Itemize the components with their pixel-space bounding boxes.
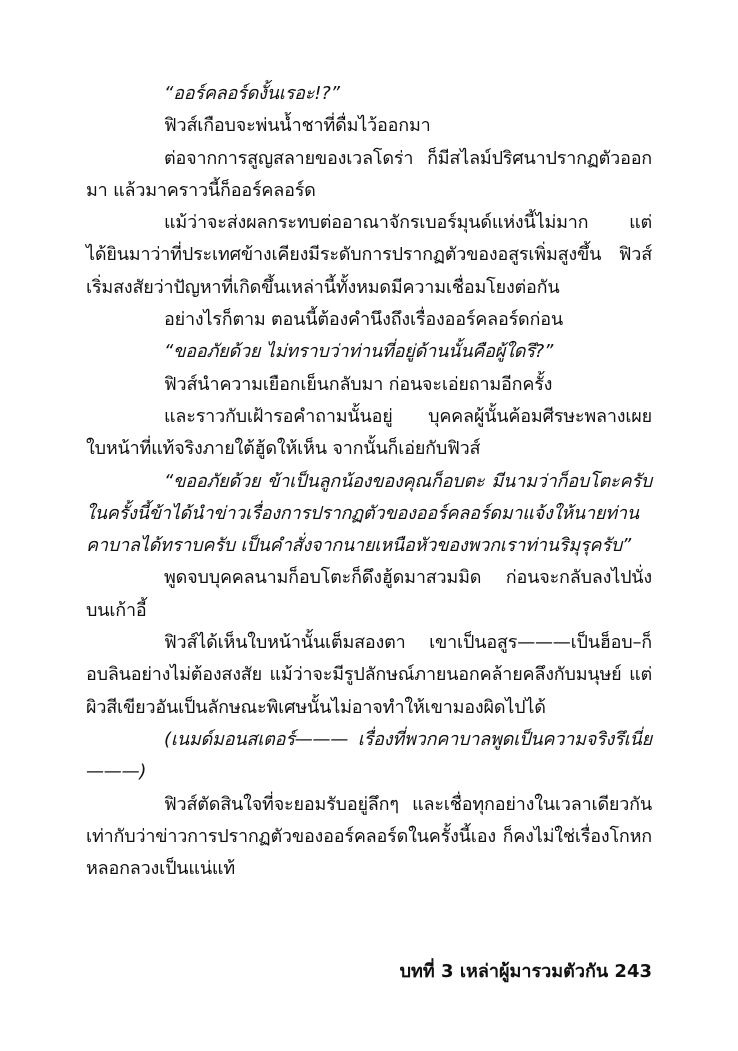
thought-paragraph: (เนมด์มอนสเตอร์——— เรื่องที่พวกคาบาลพูดเป็นความจริงรึเนี่ย———) [86,728,652,783]
dialogue-paragraph: “ขออภัยด้วย ไม่ทราบว่าท่านที่อยู่ด้านนั้นคือผู้ใดรึ?” [164,341,554,363]
narrative-paragraph: และราวกับเฝ้ารอคำถามนั้นอยู่ บุคคลผู้นั้นค้อมศีรษะพลางเผยใบหน้าที่แท้จริงภายใต้ฮู้ดให้เห็น จากนั้นก็เอ่ยกับฟิวส์ [86,405,652,460]
narrative-paragraph: ต่อจากการสูญสลายของเวลโดร่า ก็มีสไลม์ปริศนาปรากฏตัวออกมา แล้วมาคราวนี้ก็ออร์คลอร์ด [86,147,652,201]
narrative-paragraph: ฟิวส์ตัดสินใจที่จะยอมรับอยู่ลึกๆ และเชื่อทุกอย่างในเวลาเดียวกันเท่ากับว่าข่าวการปรากฏตัวของออร์คลอร์ดในครั้งนี้เอง ก็คงไม่ใช่เรื่องโกหกหลอกลวงเป็นแน่แท้ [86,793,652,880]
narrative-paragraph: ฟิวส์ได้เห็นใบหน้านั้นเต็มสองตา เขาเป็นอสูร———เป็นฮ็อบ–ก็อบลินอย่างไม่ต้องสงสัย แม้ว่าจะมีรูปลักษณ์ภายนอกคล้ายคลึงกับมนุษย์ แต่ผิวสีเขียวอันเป็นลักษณะพิเศษนั้นไม่อาจทำให้เขามองผิดไปได้ [86,632,652,718]
page-footer: บทที่ 3 เหล่าผู้มารวมตัวกัน 243 [399,961,652,982]
narrative-paragraph: ฟิวส์นำความเยือกเย็นกลับมา ก่อนจะเอ่ยถามอีกครั้ง [164,373,553,395]
dialogue-paragraph: “ออร์คลอร์ดงั้นเรอะ!?” [164,83,340,104]
dialogue-paragraph: “ขออภัยด้วย ข้าเป็นลูกน้องของคุณก็อบตะ มีนามว่าก็อบโตะครับ ในครั้งนี้ข้าได้นำข่าวเรื่องการปรากฏตัวของออร์คลอร์ดมาแจ้งให้นายท่านคาบาลได้ทราบครับ เป็นคำสั่งจากนายเหนือหัวของพวกเราท่านริมุรุครับ” [86,470,652,557]
body-text [86,78,652,885]
narrative-paragraph: แม้ว่าจะส่งผลกระทบต่ออาณาจักรเบอร์มุนด์แห่งนี้ไม่มาก แต่ได้ยินมาว่าที่ประเทศข้างเคียงมีระดับการปรากฏตัวของอสูรเพิ่มสูงขึ้น ฟิวส์เริ่มสงสัยว่าปัญหาที่เกิดขึ้นเหล่านี้ทั้งหมดมีความเชื่อมโยงต่อกัน [86,212,652,298]
narrative-paragraph: พูดจบบุคคลนามก็อบโตะก็ดึงฮู้ดมาสวมมิด ก่อนจะกลับลงไปนั่งบนเก้าอี้ [86,567,652,621]
narrative-paragraph: ฟิวส์เกือบจะพ่นน้ำชาที่ดื่มไว้ออกมา [164,115,431,137]
narrative-paragraph: อย่างไรก็ตาม ตอนนี้ต้องคำนึงถึงเรื่องออร์คลอร์ดก่อน [164,309,563,331]
